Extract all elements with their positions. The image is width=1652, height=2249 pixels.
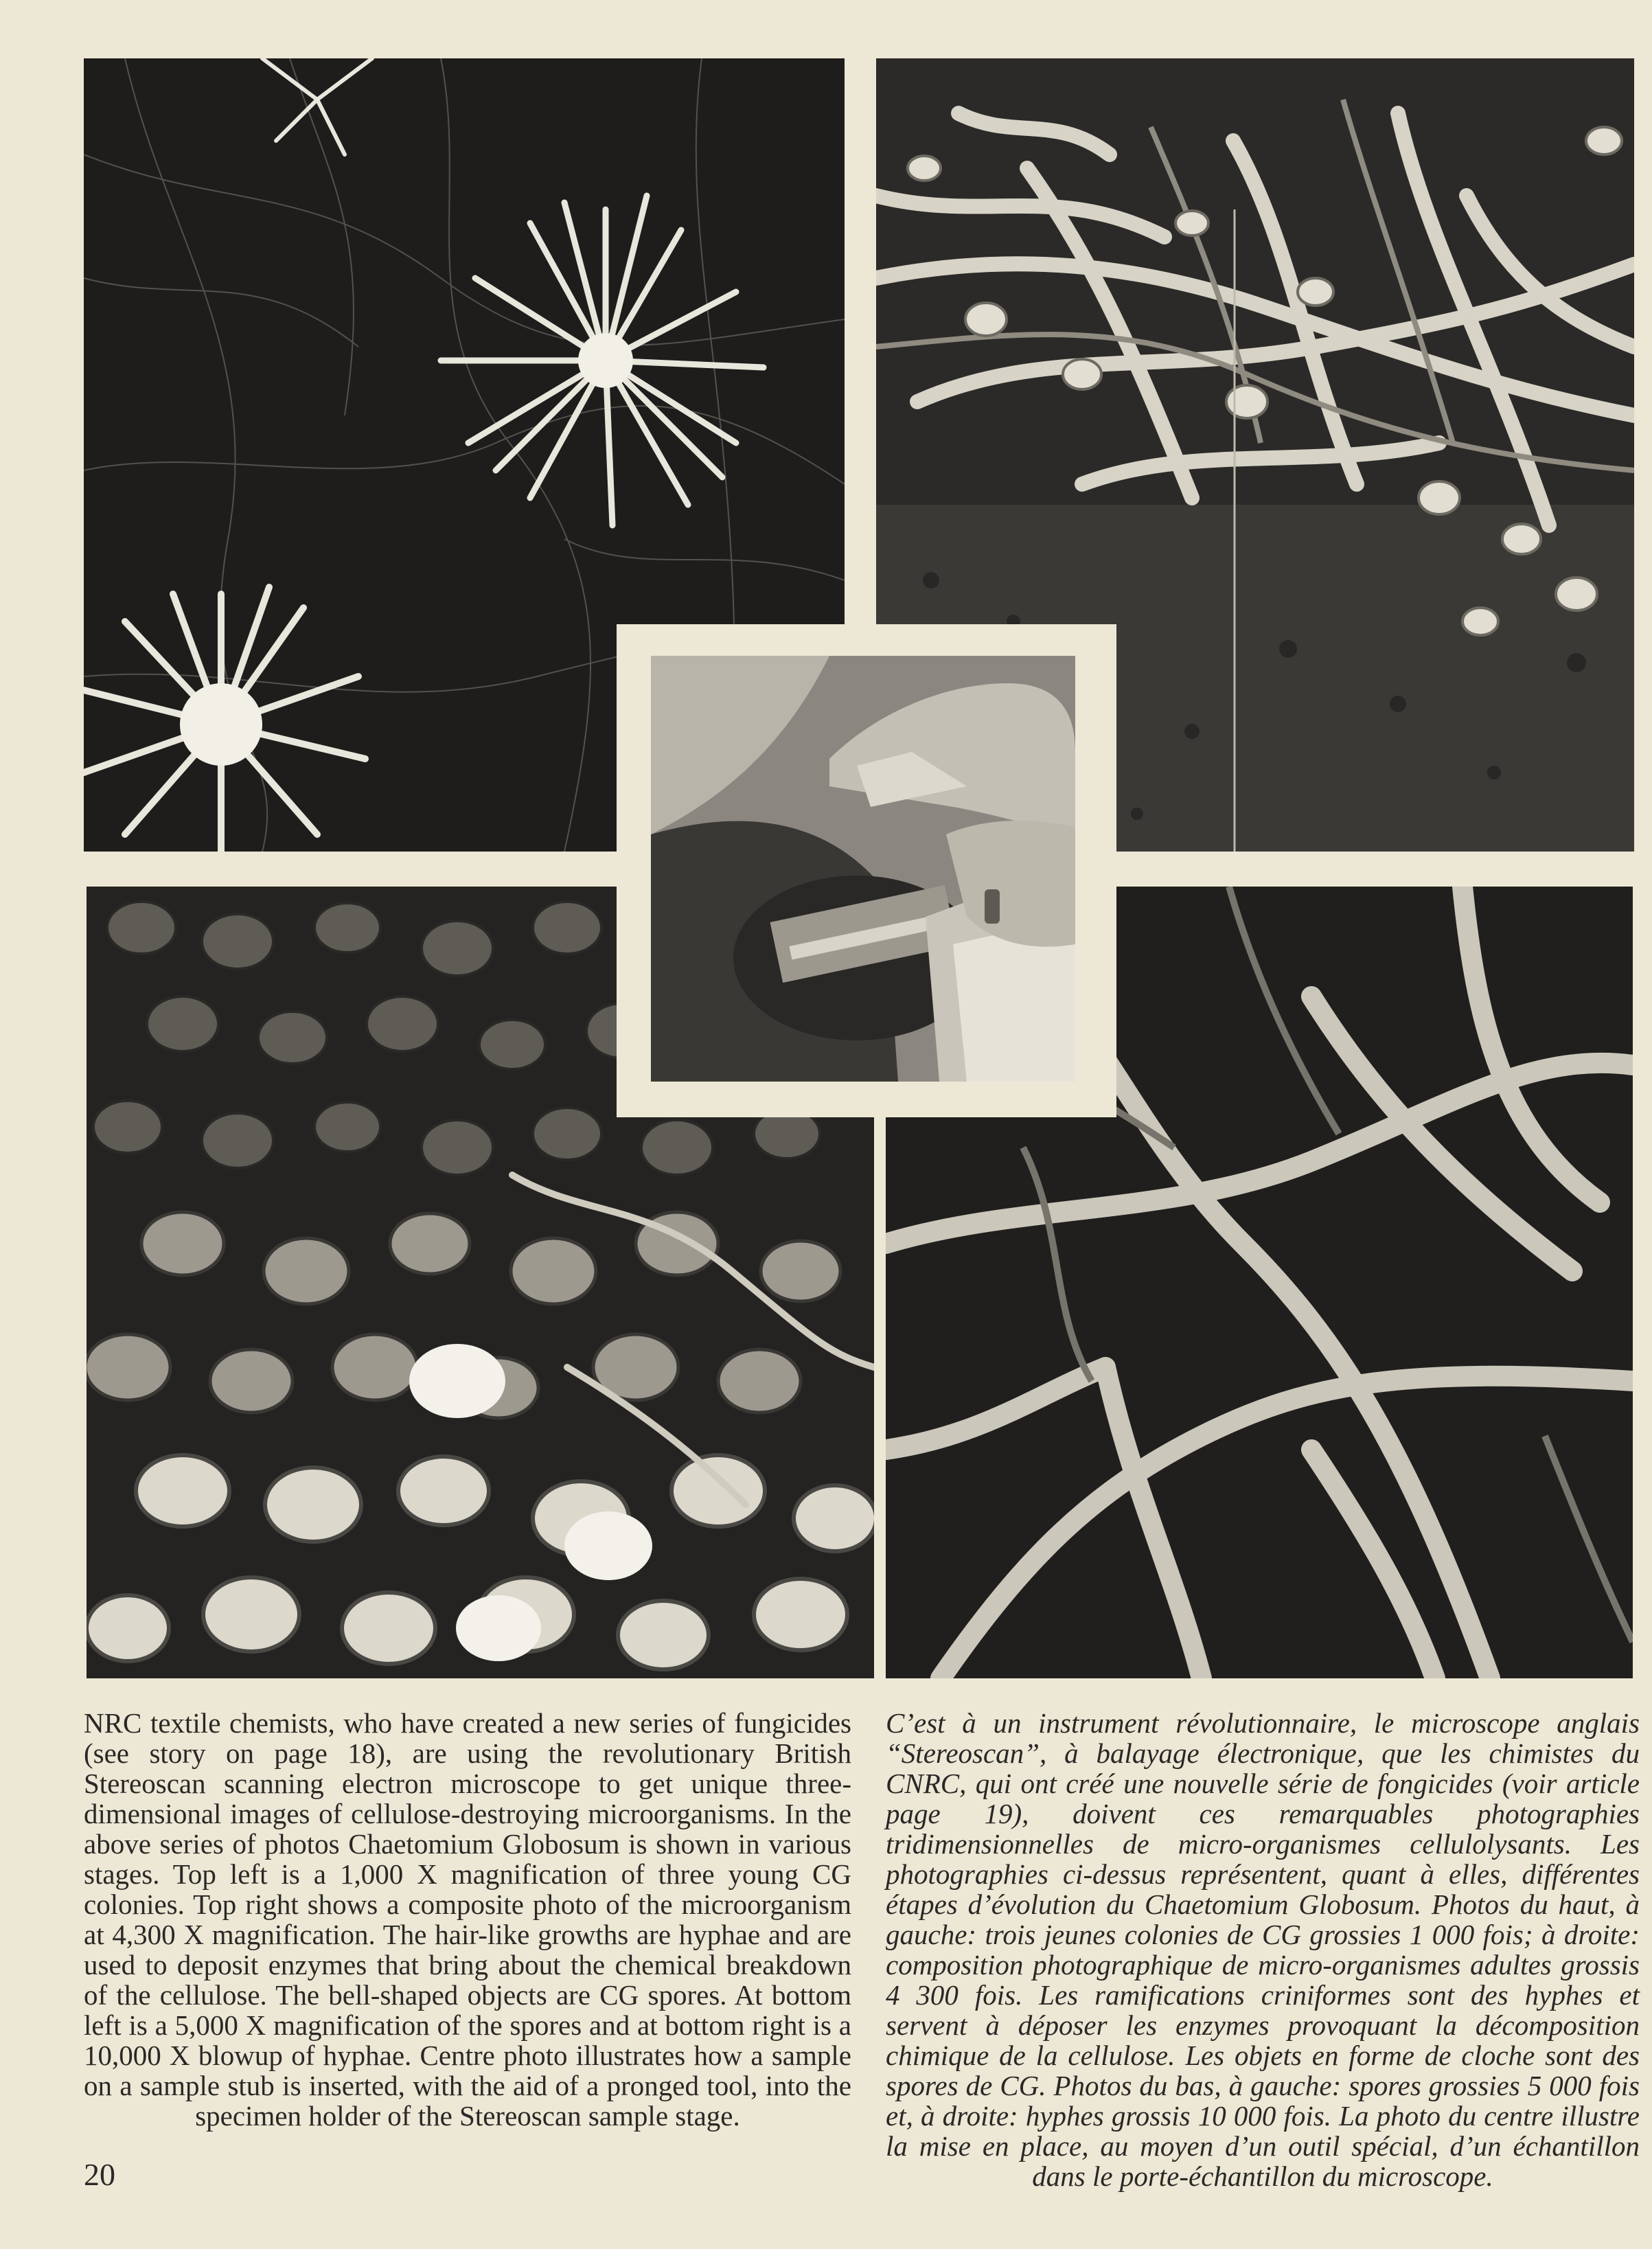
page-number: 20 [84,2157,115,2192]
photo-sample-stub-insertion [651,656,1075,1082]
centre-photo-frame [617,624,1116,1117]
caption-english: NRC textile chemists, who have created a new series of fungicides (see story on page 18), are using the revolutionary British Stereoscan scanning electron microscope to get unique three-dimensional images of cellulose-destroying microorganisms. In the above series of photos Chaetomium Globosum is shown in various stages. Top left is a 1,000 X magnification of three young CG colonies. Top right shows a composite photo of the microorganism at 4,300 X magnification. The hair-like growths are hyphae and are used to deposit enzymes that bring about the chemical breakdown of the cellulose. The bell-shaped objects are CG spores. At bottom left is a 5,000 X magnification of the spores and at bottom right is a 10,000 X blowup of hyphae. Centre photo illustrates how a sample on a sample stub is inserted, with the aid of a pronged tool, into the specimen holder of the Stereoscan sample stage. [84,1707,851,2132]
caption-french: C’est à un instrument révolutionnaire, le microscope anglais “Stereoscan”, à balayage électronique, que les chimistes du CNRC, qui ont créé une nouvelle série de fongicides (voir article page 19), doivent ces remarquables photographies tridimensionnelles de micro-organismes cellulolysants. Les photographies ci-dessus représentent, quant à elles, différentes étapes d’évolution du Chaetomium Globosum. Photos du haut, à gauche: trois jeunes colonies de CG grossies 1 000 fois; à droite: composition photographique de micro-organismes adultes grossis 4 300 fois. Les ramifications criniformes sont des hyphes et servent à déposer les enzymes provoquant la décomposition chimique de la cellulose. Les objets en forme de cloche sont des spores de CG. Photos du bas, à gauche: spores grossies 5 000 fois et, à droite: hyphes grossis 10 000 fois. La photo du centre illustre la mise en place, au moyen d’un outil spécial, d’un échantillon dans le porte-échantillon du microscope. [886,1707,1640,2192]
